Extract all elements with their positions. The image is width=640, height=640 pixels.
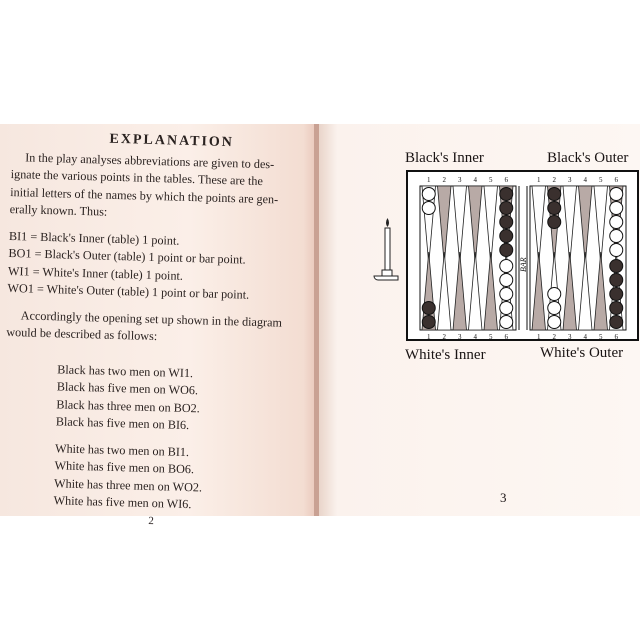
point-number: 3	[568, 176, 572, 184]
black-checker	[548, 216, 561, 229]
white-checker	[500, 288, 513, 301]
black-checker	[610, 274, 623, 287]
white-checker	[610, 202, 623, 215]
point-number: 2	[442, 333, 446, 341]
setup-line: White has two men on BI1.	[54, 440, 190, 459]
black-checker	[610, 260, 623, 273]
point-number: 1	[537, 176, 541, 184]
definition: BI1 = Black's Inner (table) 1 point.	[8, 228, 180, 248]
definition: WO1 = White's Outer (table) 1 point or bar point.	[7, 280, 250, 302]
white-checker	[548, 288, 561, 301]
point-number: 3	[568, 333, 572, 341]
point-number: 5	[599, 333, 603, 341]
point-number: 5	[489, 333, 493, 341]
black-checker	[610, 302, 623, 315]
black-checker	[422, 316, 435, 329]
white-checker	[610, 244, 623, 257]
white-checker	[610, 230, 623, 243]
text-line: In the play analyses abbreviations are given to des-	[25, 149, 275, 171]
point-number: 5	[489, 176, 493, 184]
label-whites-outer: White's Outer	[540, 345, 624, 361]
setup-line: White has five men on BO6.	[54, 458, 195, 477]
page-number: 2	[148, 514, 155, 527]
point-number: 1	[427, 176, 431, 184]
text-line: erally known. Thus:	[9, 201, 108, 219]
page-title: EXPLANATION	[109, 131, 235, 151]
text-line: initial letters of the names by which the points are gen-	[10, 184, 279, 206]
black-checker	[610, 288, 623, 301]
black-checker	[500, 188, 513, 201]
point-number: 4	[583, 176, 587, 184]
point-number: 4	[473, 176, 477, 184]
white-checker	[500, 316, 513, 329]
point-number: 1	[537, 333, 541, 341]
black-checker	[548, 202, 561, 215]
point-number: 2	[442, 176, 446, 184]
point-number: 4	[473, 333, 477, 341]
setup-line: White has five men on WI6.	[53, 493, 192, 512]
text-line: would be described as follows:	[6, 324, 158, 344]
white-checker	[500, 302, 513, 315]
white-checker	[610, 188, 623, 201]
candle-icon	[374, 218, 398, 280]
point-number: 4	[583, 333, 587, 341]
label-blacks-outer: Black's Outer	[547, 150, 629, 166]
point-number: 2	[552, 176, 556, 184]
point-number: 5	[599, 176, 603, 184]
white-checker	[422, 188, 435, 201]
black-checker	[548, 188, 561, 201]
point-number: 6	[504, 176, 508, 184]
page-number-right: 3	[500, 490, 507, 505]
white-checker	[500, 274, 513, 287]
point-number: 6	[614, 333, 618, 341]
white-checker	[548, 316, 561, 329]
text-line: ignate the various points in the tables. These are the	[10, 166, 264, 189]
definition: BO1 = Black's Outer (table) 1 point or bar point.	[8, 245, 246, 267]
white-checker	[500, 260, 513, 273]
white-checker	[610, 216, 623, 229]
point-number: 3	[458, 333, 462, 341]
definition: WI1 = White's Inner (table) 1 point.	[7, 263, 184, 283]
black-checker	[422, 302, 435, 315]
setup-line: Black has five men on BI6.	[55, 414, 190, 433]
point-number: 6	[504, 333, 508, 341]
setup-line: Black has five men on WO6.	[56, 379, 199, 398]
white-checker	[422, 202, 435, 215]
label-blacks-inner: Black's Inner	[405, 150, 484, 166]
black-checker	[500, 202, 513, 215]
black-checker	[500, 216, 513, 229]
setup-line: Black has three men on BO2.	[56, 396, 200, 415]
text-line: Accordingly the opening set up shown in the diagram	[20, 307, 283, 330]
point-number: 3	[458, 176, 462, 184]
bar-label: BAR	[519, 257, 528, 272]
white-checker	[548, 302, 561, 315]
label-whites-inner: White's Inner	[405, 347, 486, 363]
black-checker	[610, 316, 623, 329]
setup-line: White has three men on WO2.	[53, 475, 203, 494]
setup-line: Black has two men on WI1.	[57, 361, 194, 380]
point-number: 2	[552, 333, 556, 341]
point-number: 6	[614, 176, 618, 184]
black-checker	[500, 244, 513, 257]
black-checker	[500, 230, 513, 243]
point-number: 1	[427, 333, 431, 341]
